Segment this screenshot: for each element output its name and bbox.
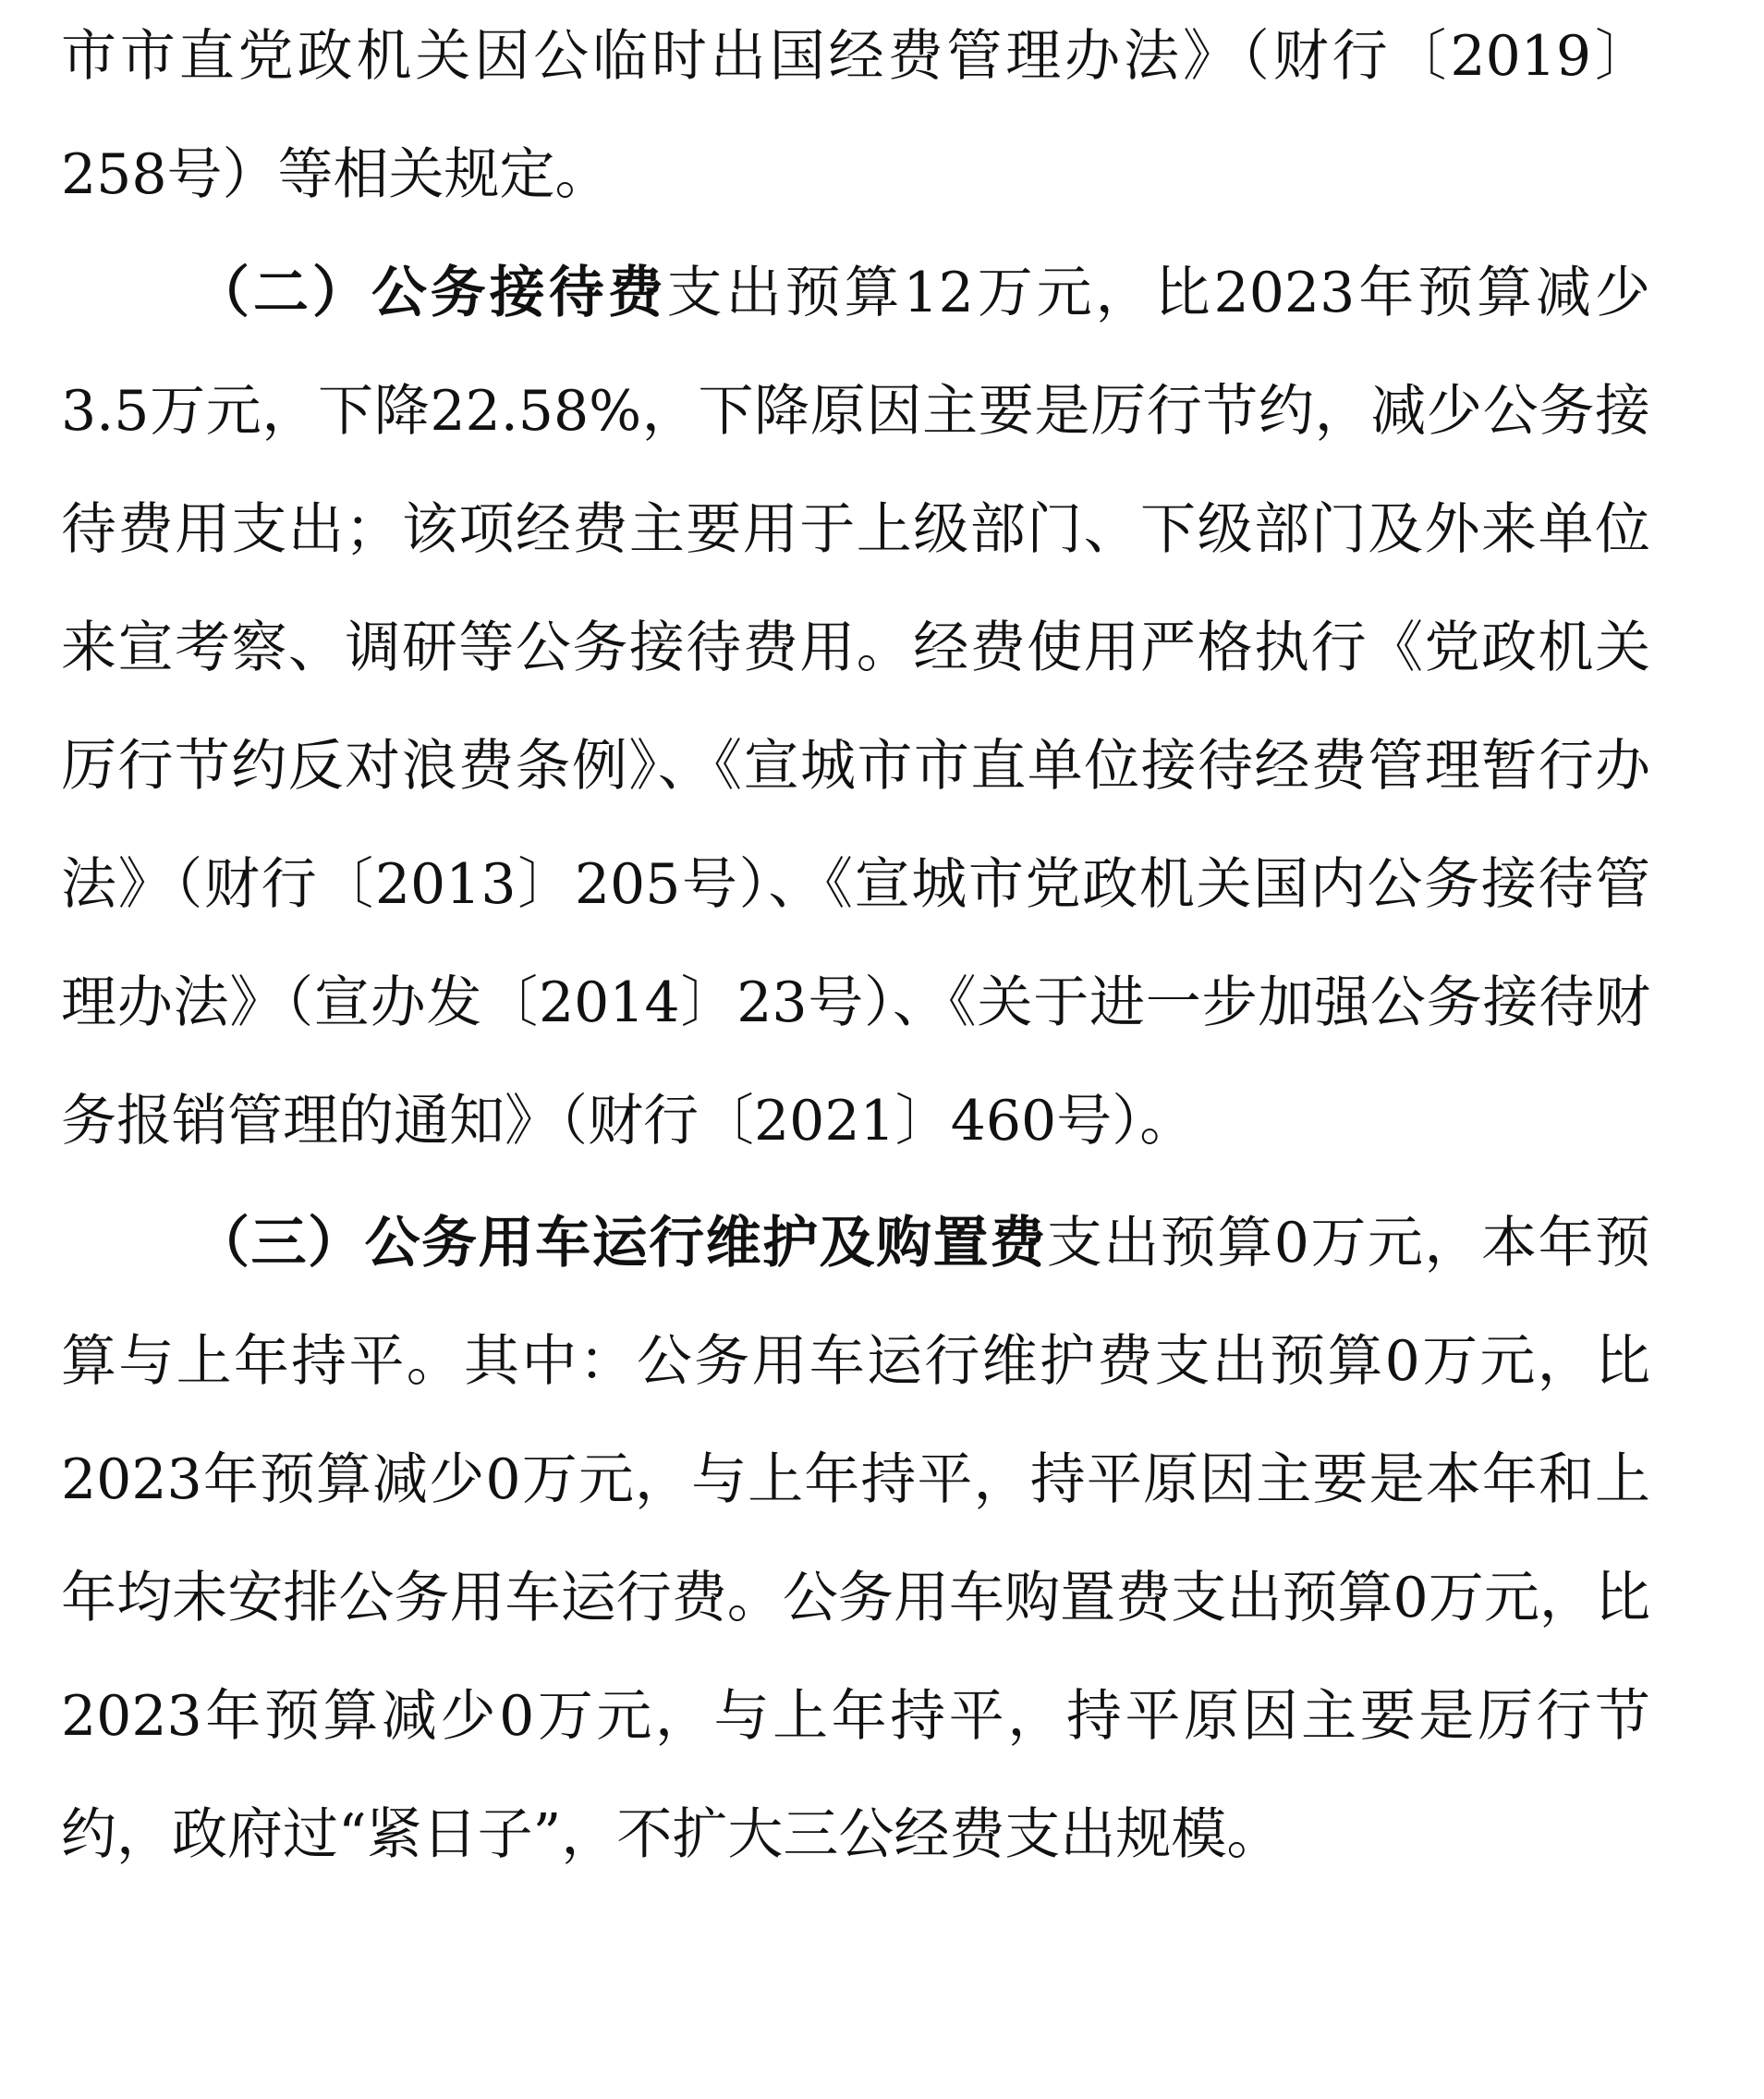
paragraph-vehicle-expense (61, 1184, 1650, 1894)
paragraph-text: 市市直党政机关因公临时出国经费管理办法》（财行〔2019〕258号）等相关规定。 (61, 24, 1650, 207)
paragraph-continuation (61, 0, 1650, 234)
section-heading-vehicle: （三）公务用车运行维护及购置费 (194, 1211, 1047, 1275)
paragraph-text: 支出预算12万元，比2023年预算减少3.5万元，下降22.58%，下降原因主要是厉行节约，减少公务接待费用支出；该项经费主要用于上级部门、下级部门及外来单位来宣考察、调研等公务接待费用。经费使用严格执行《党政机关厉行节约反对浪费条例》、《宣城市市直单位接待经费管理暂行办法》（财行〔2013〕205号）、《宣城市党政机关国内公务接待管理办法》（宣办发〔2014〕23号）、《关于进一步加强公务接待财务报销管理的通知》（财行〔2021〕460号）。 (61, 261, 1651, 1153)
paragraph-text: 支出预算0万元，本年预算与上年持平。其中：公务用车运行维护费支出预算0万元，比2023年预算减少0万元，与上年持平，持平原因主要是本年和上年均未安排公务用车运行费。公务用车购置费支出预算0万元，比2023年预算减少0万元，与上年持平，持平原因主要是厉行节约，政府过“紧日子”，不扩大三公经费支出规模。 (61, 1211, 1650, 1867)
section-heading-reception: （二）公务接待费 (194, 261, 667, 325)
paragraph-reception-expense (61, 234, 1650, 1180)
document-page (61, 0, 1650, 1894)
